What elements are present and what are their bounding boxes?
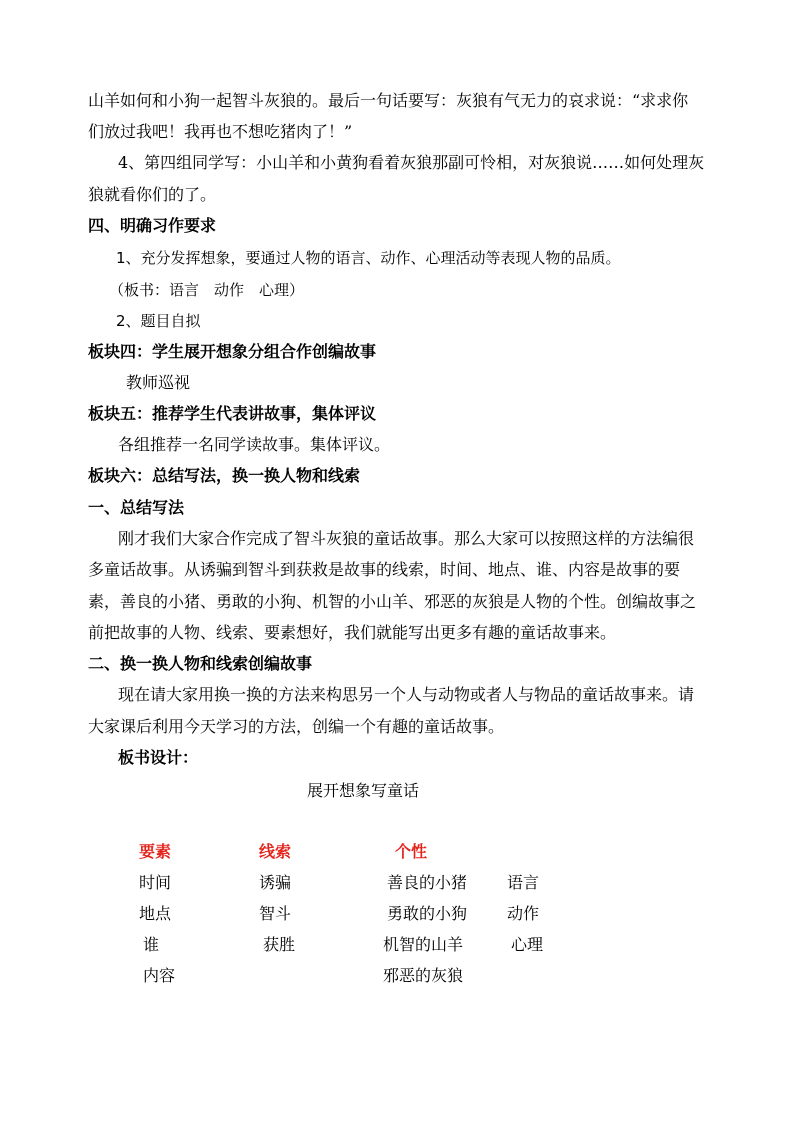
board-design-label: 板书设计： bbox=[118, 748, 199, 767]
board-cell: 心理 bbox=[511, 935, 544, 954]
section-heading: 板块六：总结写法，换一换人物和线索 bbox=[88, 466, 361, 485]
paragraph-line: 教师巡视 bbox=[126, 373, 191, 392]
board-cell: 动作 bbox=[507, 904, 540, 923]
paragraph-line: 山羊如何和小狗一起智斗灰狼的。最后一句话要写：灰狼有气无力的哀求说：“求求你 bbox=[88, 91, 689, 110]
section-heading: 板块五：推荐学生代表讲故事，集体评议 bbox=[88, 404, 377, 423]
board-cell: 勇敢的小狗 bbox=[387, 904, 468, 923]
subsection-heading: 一、总结写法 bbox=[88, 498, 185, 517]
board-note: （板书：语言 动作 心理） bbox=[109, 281, 305, 299]
paragraph-line: 素，善良的小猪、勇敢的小狗、机智的小山羊、邪恶的灰狼是人物的个性。创编故事之 bbox=[88, 592, 697, 611]
board-cell: 诱骗 bbox=[259, 873, 292, 892]
board-header-elements: 要素 bbox=[139, 842, 172, 861]
board-cell: 善良的小猪 bbox=[387, 873, 468, 892]
board-title: 展开想象写童话 bbox=[307, 781, 420, 800]
paragraph-line: 现在请大家用换一换的方法来构思另一个人与动物或者人与物品的童话故事来。请 bbox=[118, 685, 695, 704]
paragraph-line: 们放过我吧！我再也不想吃猪肉了！” bbox=[88, 122, 353, 141]
paragraph-line: 前把故事的人物、线索、要素想好，我们就能写出更多有趣的童话故事来。 bbox=[88, 623, 617, 642]
paragraph-line: 4、第四组同学写：小山羊和小黄狗看着灰狼那副可怜相，对灰狼说……如何处理灰 bbox=[118, 153, 705, 172]
board-cell: 机智的山羊 bbox=[383, 935, 464, 954]
paragraph-line: 刚才我们大家合作完成了智斗灰狼的童话故事。那么大家可以按照这样的方法编很 bbox=[118, 529, 695, 548]
board-cell: 时间 bbox=[139, 873, 172, 892]
board-cell: 谁 bbox=[143, 935, 160, 954]
board-header-clues: 线索 bbox=[259, 842, 292, 861]
board-cell: 内容 bbox=[143, 966, 176, 985]
section-heading: 板块四：学生展开想象分组合作创编故事 bbox=[88, 342, 377, 361]
paragraph-line: 大家课后利用今天学习的方法，创编一个有趣的童话故事。 bbox=[88, 717, 505, 736]
requirement-item: 1、充分发挥想象，要通过人物的语言、动作、心理活动等表现人物的品质。 bbox=[116, 249, 621, 267]
paragraph-line: 各组推荐一名同学读故事。集体评议。 bbox=[118, 435, 391, 454]
requirement-item: 2、题目自拟 bbox=[116, 312, 201, 330]
paragraph-line: 多童话故事。从诱骗到智斗到获救是故事的线索，时间、地点、谁、内容是故事的要 bbox=[88, 560, 681, 579]
subsection-heading: 二、换一换人物和线索创编故事 bbox=[88, 654, 313, 673]
board-cell: 获胜 bbox=[263, 935, 296, 954]
section-heading: 四、明确习作要求 bbox=[88, 216, 217, 235]
board-cell: 邪恶的灰狼 bbox=[383, 966, 464, 985]
paragraph-line: 狼就看你们的了。 bbox=[88, 185, 217, 204]
board-header-personality: 个性 bbox=[395, 842, 428, 861]
board-cell: 智斗 bbox=[259, 904, 292, 923]
board-cell: 语言 bbox=[507, 873, 540, 892]
board-cell: 地点 bbox=[139, 904, 172, 923]
